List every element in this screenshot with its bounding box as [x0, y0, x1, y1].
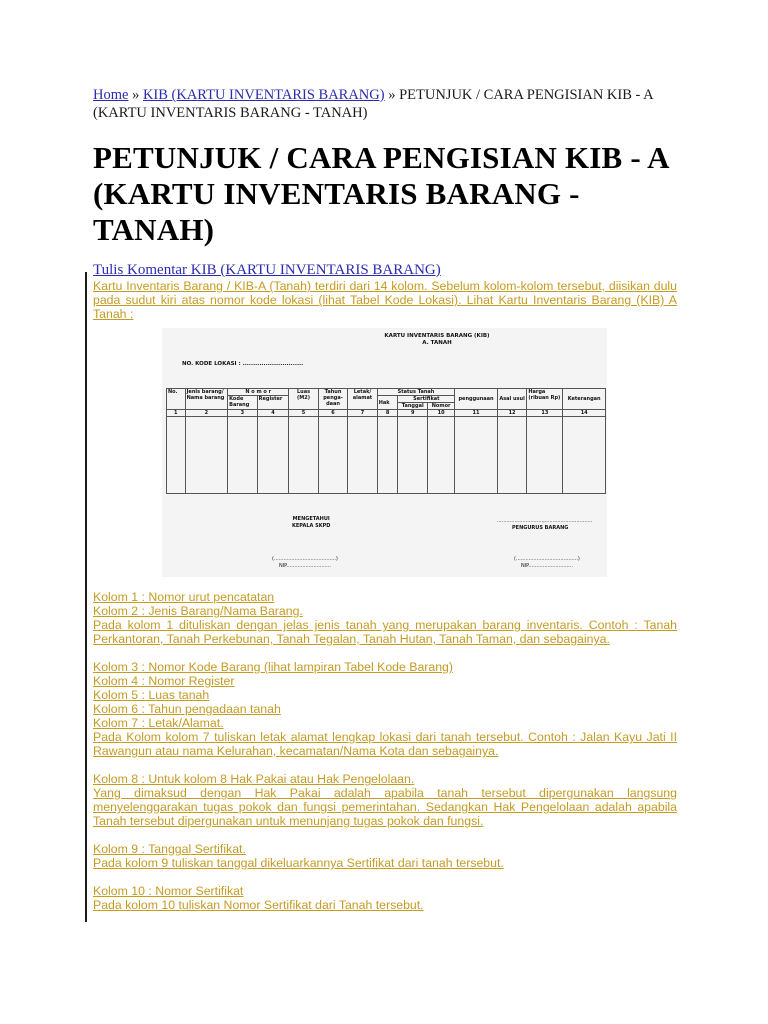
col-num: 4 — [257, 410, 289, 417]
breadcrumb-separator: » — [384, 87, 400, 103]
write-comment-link[interactable]: Tulis Komentar KIB (KARTU INVENTARIS BARANG) — [93, 262, 441, 278]
place-date-dots: .............................,.............................. — [497, 518, 593, 524]
column-number-row — [167, 410, 606, 417]
header-luas: Luas (M2) — [289, 389, 318, 410]
nip-line: NIP............................ — [520, 563, 573, 569]
col-num: 10 — [427, 410, 454, 417]
empty-body-row — [167, 417, 606, 494]
col-num: 3 — [228, 410, 257, 417]
header-letak: Letak/ alamat — [348, 389, 377, 410]
header-register: Register — [257, 396, 289, 410]
instruction-line[interactable]: Pada Kolom kolom 7 tuliskan letak alamat lengkap lokasi dari tanah tersebut. Contoh : Jalan Kayu Jati II Rawangun atau nama Kelurahan, kecamatan/Nama Kota dan sebagainya. — [93, 730, 677, 758]
col-num: 11 — [455, 410, 498, 417]
signature-line: (.......................................) — [272, 556, 338, 562]
header-sertifikat: Sertifikat — [398, 396, 455, 403]
instruction-line[interactable]: Kolom 4 : Nomor Register — [93, 674, 235, 688]
header-keterangan: Keterangan — [563, 389, 606, 410]
header-harga: Harga (ribuan Rp) — [527, 389, 563, 410]
header-hak: Hak — [377, 396, 398, 410]
kib-form-image — [162, 328, 607, 577]
header-penggunaan: penggunaan — [455, 389, 498, 410]
instruction-line[interactable]: Kolom 5 : Luas tanah — [93, 688, 210, 702]
breadcrumb — [93, 86, 677, 122]
header-tahun: Tahun penga-daan — [318, 389, 347, 410]
header-status-tanah: Status Tanah — [377, 389, 455, 396]
col-num: 12 — [497, 410, 526, 417]
instruction-line[interactable]: Kolom 10 : Nomor Sertifikat — [93, 884, 244, 898]
header-nomor-sertifikat: Nomor — [427, 403, 454, 410]
instruction-line[interactable]: Kolom 6 : Tahun pengadaan tanah — [93, 702, 281, 716]
instruction-line[interactable]: Kolom 2 : Jenis Barang/Nama Barang. — [93, 604, 303, 618]
kepala-signature — [272, 556, 338, 570]
instruction-line[interactable]: Yang dimaksud dengan Hak Pakai adalah apabila tanah tersebut dipergunakan langsung menyelenggarakan tugas pokok dan fungsi pemerintahan. Sedangkan Hak Pengelolaan adalah apabila Tanah tersebut dipergunakan untuk menunjang tugas pokok dan fungsi. — [93, 786, 677, 828]
instruction-line[interactable]: Kolom 7 : Letak/Alamat. — [93, 716, 224, 730]
kib-table — [166, 388, 606, 494]
breadcrumb-current: PETUNJUK / CARA PENGISIAN KIB - A (KARTU INVENTARIS BARANG - TANAH) — [93, 87, 653, 121]
instruction-line[interactable]: Kolom 9 : Tanggal Sertifikat. — [93, 842, 246, 856]
form-heading-line1: KARTU INVENTARIS BARANG (KIB) — [384, 333, 490, 339]
col-num: 2 — [185, 410, 228, 417]
header-kode-barang: Kode Barang — [228, 396, 257, 410]
col-num: 9 — [398, 410, 427, 417]
header-no: No. — [167, 389, 186, 410]
col-num: 5 — [289, 410, 318, 417]
pengurus-barang-label: PENGURUS BARANG — [512, 525, 569, 531]
instruction-line[interactable]: Kolom 1 : Nomor urut pencatatan — [93, 590, 275, 604]
col-num: 6 — [318, 410, 347, 417]
instruction-line[interactable]: Pada kolom 10 tuliskan Nomor Sertifikat dari Tanah tersebut. — [93, 898, 424, 912]
kepala-skpd-label: KEPALA SKPD — [292, 523, 331, 529]
breadcrumb-separator: » — [128, 87, 143, 103]
intro-text[interactable]: Kartu Inventaris Barang / KIB-A (Tanah) terdiri dari 14 kolom. Sebelum kolom-kolom tersebut, diisikan dulu pada sudut kiri atas nomor kode lokasi (lihat Tabel Kode Lokasi). Lihat Kartu Inventaris Barang (KIB) A Tanah : — [93, 279, 677, 321]
intro-paragraph — [93, 279, 677, 321]
col-num: 14 — [563, 410, 606, 417]
kode-lokasi-label: NO. KODE LOKASI : ............................. — [182, 361, 304, 367]
breadcrumb-category-link[interactable]: KIB (KARTU INVENTARIS BARANG) — [142, 87, 385, 103]
instruction-block — [93, 842, 677, 870]
col-num: 13 — [527, 410, 563, 417]
header-nomor: N o m o r — [228, 389, 289, 396]
col-num: 8 — [377, 410, 398, 417]
instruction-block — [93, 772, 677, 828]
column-instructions — [93, 590, 677, 926]
header-jenis: Jenis barang/ Nama barang — [185, 389, 228, 410]
page-title: PETUNJUK / CARA PENGISIAN KIB - A (KARTU INVENTARIS BARANG - TANAH) — [93, 140, 669, 247]
signature-line: (.......................................) — [514, 556, 580, 562]
page-content — [93, 86, 677, 321]
col-num: 7 — [348, 410, 377, 417]
header-asal-usul: Asal usul — [497, 389, 526, 410]
nip-line: NIP............................ — [278, 563, 331, 569]
instruction-block — [93, 590, 677, 646]
breadcrumb-home-link[interactable]: Home — [93, 87, 129, 103]
header-tanggal: Tanggal — [398, 403, 427, 410]
instruction-block — [93, 884, 677, 912]
mengetahui-block — [292, 516, 330, 530]
form-heading-line2: A. TANAH — [422, 340, 452, 346]
form-heading — [377, 333, 497, 347]
instruction-line[interactable]: Pada kolom 1 dituliskan dengan jelas jenis tanah yang merupakan barang inventaris. Contoh : Tanah Perkantoran, Tanah Perkebunan, Tanah Tegalan, Tanah Hutan, Tanah Taman, dan sebagainya. — [93, 618, 677, 646]
pengurus-signature — [514, 556, 580, 570]
instruction-line[interactable]: Kolom 3 : Nomor Kode Barang (lihat lampiran Tabel Kode Barang) — [93, 660, 453, 674]
instruction-block — [93, 660, 677, 758]
col-num: 1 — [167, 410, 186, 417]
left-border-bar — [85, 272, 87, 922]
instruction-line[interactable]: Pada kolom 9 tuliskan tanggal dikeluarkannya Sertifikat dari tanah tersebut. — [93, 856, 504, 870]
mengetahui-label: MENGETAHUI — [292, 516, 330, 522]
instruction-line[interactable]: Kolom 8 : Untuk kolom 8 Hak Pakai atau Hak Pengelolaan. — [93, 772, 415, 786]
